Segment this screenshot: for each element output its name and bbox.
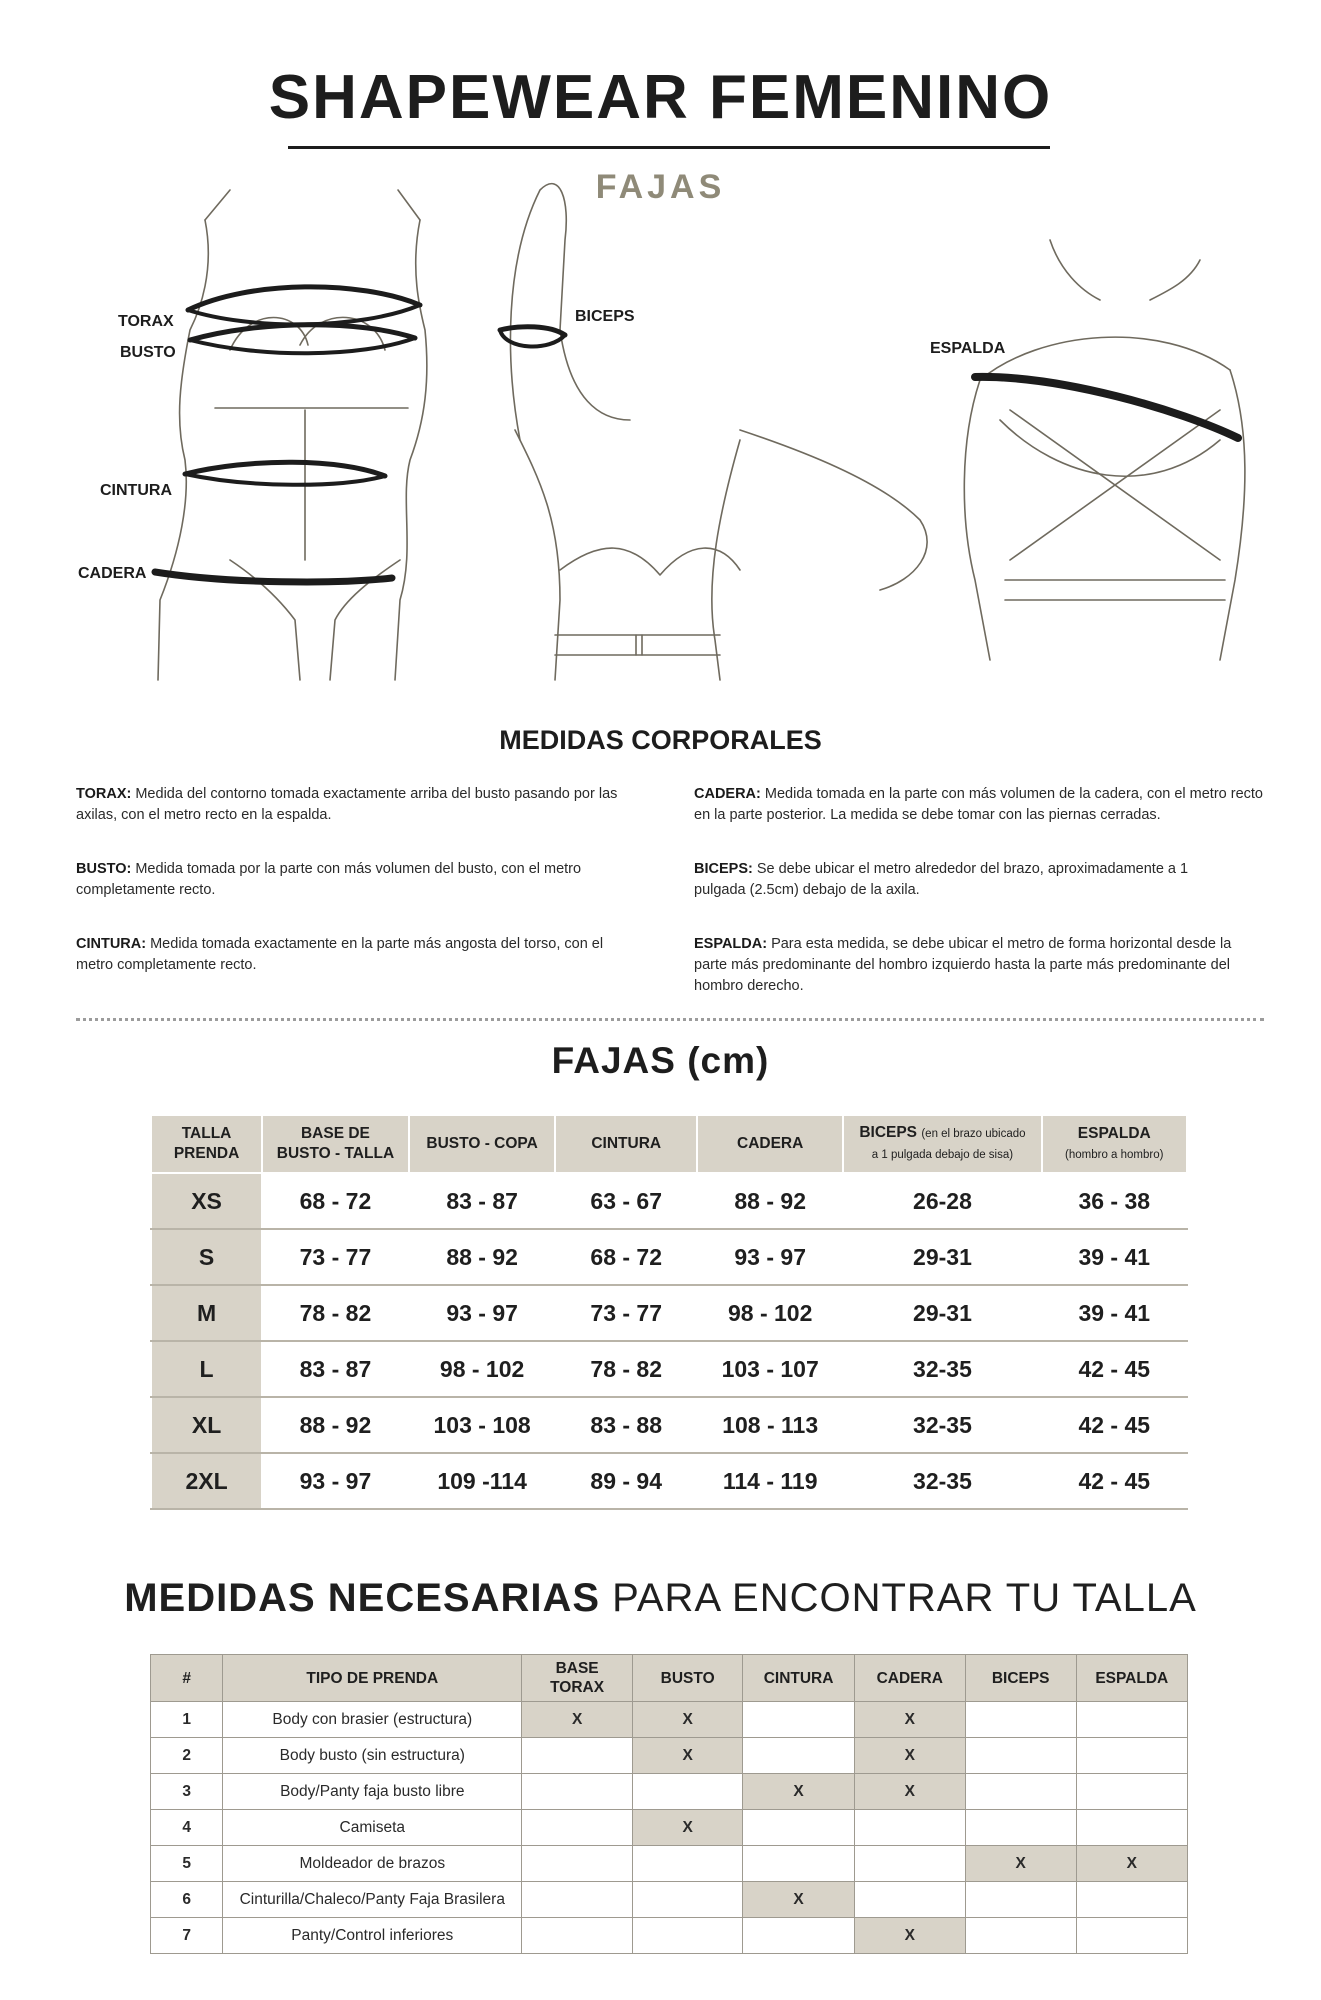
cell-cadera: 114 - 119 xyxy=(697,1453,843,1509)
cell-busto: 103 - 108 xyxy=(409,1397,556,1453)
needs-row xyxy=(151,1846,1188,1882)
size-chart-title: FAJAS (cm) xyxy=(551,1040,770,1081)
cell-base-torax xyxy=(522,1810,633,1846)
cell-espalda xyxy=(1076,1918,1187,1954)
needs-table-body xyxy=(151,1702,1188,1954)
cell-biceps xyxy=(965,1702,1076,1738)
header-base: BASE DE BUSTO - TALLA xyxy=(262,1115,409,1173)
needs-row xyxy=(151,1774,1188,1810)
size-row xyxy=(151,1341,1187,1397)
size-row xyxy=(151,1453,1187,1509)
cell-biceps: 32-35 xyxy=(843,1453,1041,1509)
def-text: Medida del contorno tomada exactamente arriba del busto pasando por las axilas, con el metro recto en la espalda. xyxy=(76,786,618,823)
def-term: BUSTO: xyxy=(76,861,132,877)
size-chart-table xyxy=(150,1114,1188,1510)
def-text: Se debe ubicar el metro alrededor del brazo, aproximadamente a 1 pulgada (2.5cm) debajo de la axila. xyxy=(694,861,1189,898)
header-cadera: CADERA xyxy=(854,1655,965,1702)
header-biceps: BICEPS xyxy=(965,1655,1076,1702)
cell-tipo: Cinturilla/Chaleco/Panty Faja Brasilera xyxy=(223,1882,522,1918)
cell-cintura: 73 - 77 xyxy=(555,1285,697,1341)
cell-espalda xyxy=(1076,1702,1187,1738)
def-biceps xyxy=(694,859,1224,901)
cell-num: 7 xyxy=(151,1918,223,1954)
cell-cintura: 68 - 72 xyxy=(555,1229,697,1285)
cell-biceps: 32-35 xyxy=(843,1341,1041,1397)
cell-base: 93 - 97 xyxy=(262,1453,409,1509)
cell-cintura xyxy=(743,1846,854,1882)
label-espalda: ESPALDA xyxy=(930,340,1006,357)
cell-cadera: 108 - 113 xyxy=(697,1397,843,1453)
cell-base-torax xyxy=(522,1918,633,1954)
label-cintura: CINTURA xyxy=(100,482,172,499)
def-torax xyxy=(76,784,636,826)
cell-base: 73 - 77 xyxy=(262,1229,409,1285)
cell-espalda: 39 - 41 xyxy=(1042,1229,1187,1285)
cell-cadera: 93 - 97 xyxy=(697,1229,843,1285)
cell-cintura: X xyxy=(743,1882,854,1918)
needs-row xyxy=(151,1918,1188,1954)
cell-busto xyxy=(632,1846,743,1882)
cell-cintura: 83 - 88 xyxy=(555,1397,697,1453)
cell-tipo: Camiseta xyxy=(223,1810,522,1846)
cell-biceps: 26-28 xyxy=(843,1173,1041,1229)
cell-num: 4 xyxy=(151,1810,223,1846)
cell-cintura: 89 - 94 xyxy=(555,1453,697,1509)
cell-espalda xyxy=(1076,1882,1187,1918)
def-text: Para esta medida, se debe ubicar el metro de forma horizontal desde la parte más predominante del hombro izquierdo hasta la parte más predominante del hombro derecho. xyxy=(694,936,1232,994)
def-text: Medida tomada por la parte con más volumen del busto, con el metro completamente recto. xyxy=(76,861,582,898)
def-term: BICEPS: xyxy=(694,861,753,877)
header-tipo: TIPO DE PRENDA xyxy=(223,1655,522,1702)
cell-biceps: 29-31 xyxy=(843,1285,1041,1341)
cell-cadera: X xyxy=(854,1918,965,1954)
needs-table xyxy=(150,1654,1188,1954)
cell-num: 6 xyxy=(151,1882,223,1918)
cell-talla: 2XL xyxy=(151,1453,262,1509)
needs-title xyxy=(0,1576,1321,1621)
cell-espalda: 36 - 38 xyxy=(1042,1173,1187,1229)
def-espalda xyxy=(694,934,1254,997)
cell-espalda: 42 - 45 xyxy=(1042,1341,1187,1397)
cell-cintura: 78 - 82 xyxy=(555,1341,697,1397)
cell-base-torax xyxy=(522,1774,633,1810)
header-espalda: ESPALDA xyxy=(1076,1655,1187,1702)
measurement-figures xyxy=(0,180,1321,700)
cell-busto xyxy=(632,1882,743,1918)
header-cintura: CINTURA xyxy=(555,1115,697,1173)
def-text: Medida tomada exactamente en la parte más angosta del torso, con el metro completamente recto. xyxy=(76,936,604,973)
cell-base: 78 - 82 xyxy=(262,1285,409,1341)
cell-busto: 109 -114 xyxy=(409,1453,556,1509)
page-title: SHAPEWEAR FEMENINO xyxy=(268,63,1053,132)
cell-biceps xyxy=(965,1918,1076,1954)
cell-tipo: Body busto (sin estructura) xyxy=(223,1738,522,1774)
needs-row xyxy=(151,1702,1188,1738)
cell-talla: XS xyxy=(151,1173,262,1229)
cell-cadera: X xyxy=(854,1738,965,1774)
cell-biceps: X xyxy=(965,1846,1076,1882)
cell-base: 83 - 87 xyxy=(262,1341,409,1397)
needs-row xyxy=(151,1738,1188,1774)
cell-espalda xyxy=(1076,1774,1187,1810)
header-num: # xyxy=(151,1655,223,1702)
def-term: TORAX: xyxy=(76,786,132,802)
def-term: ESPALDA: xyxy=(694,936,768,952)
header-biceps: BICEPS (en el brazo ubicado a 1 pulgada debajo de sisa) xyxy=(843,1115,1041,1173)
header-cadera: CADERA xyxy=(697,1115,843,1173)
header-busto: BUSTO - COPA xyxy=(409,1115,556,1173)
cell-busto: X xyxy=(632,1702,743,1738)
cell-num: 1 xyxy=(151,1702,223,1738)
needs-table-header xyxy=(151,1655,1188,1702)
def-text: Medida tomada en la parte con más volumen de la cadera, con el metro recto en la parte posterior. La medida se debe tomar con las piernas cerradas. xyxy=(694,786,1263,823)
label-torax: TORAX xyxy=(118,313,174,330)
cell-espalda xyxy=(1076,1738,1187,1774)
header-base-torax: BASE TORAX xyxy=(522,1655,633,1702)
cell-num: 5 xyxy=(151,1846,223,1882)
cell-base-torax xyxy=(522,1846,633,1882)
cell-biceps xyxy=(965,1738,1076,1774)
cell-num: 3 xyxy=(151,1774,223,1810)
def-term: CINTURA: xyxy=(76,936,147,952)
cell-cintura xyxy=(743,1810,854,1846)
cell-base-torax xyxy=(522,1882,633,1918)
needs-title-light: PARA ENCONTRAR TU TALLA xyxy=(600,1576,1197,1620)
size-row xyxy=(151,1397,1187,1453)
cell-busto xyxy=(632,1774,743,1810)
cell-biceps xyxy=(965,1774,1076,1810)
cell-biceps xyxy=(965,1882,1076,1918)
title-underline xyxy=(288,146,1050,149)
cell-base: 68 - 72 xyxy=(262,1173,409,1229)
biceps-figure xyxy=(500,184,927,680)
cell-talla: XL xyxy=(151,1397,262,1453)
cell-cintura xyxy=(743,1738,854,1774)
cell-busto xyxy=(632,1918,743,1954)
def-cintura xyxy=(76,934,636,976)
cell-base: 88 - 92 xyxy=(262,1397,409,1453)
needs-row xyxy=(151,1810,1188,1846)
section-divider xyxy=(76,1018,1264,1021)
label-biceps: BICEPS xyxy=(575,308,635,325)
cell-espalda: 39 - 41 xyxy=(1042,1285,1187,1341)
cell-espalda: 42 - 45 xyxy=(1042,1453,1187,1509)
cell-talla: L xyxy=(151,1341,262,1397)
cell-espalda xyxy=(1076,1810,1187,1846)
size-row xyxy=(151,1285,1187,1341)
cell-base-torax xyxy=(522,1738,633,1774)
cell-cadera: 103 - 107 xyxy=(697,1341,843,1397)
page-subtitle: FAJAS xyxy=(595,168,726,206)
needs-title-bold: MEDIDAS NECESARIAS xyxy=(124,1576,601,1620)
cell-talla: M xyxy=(151,1285,262,1341)
cell-busto: X xyxy=(632,1738,743,1774)
cell-busto: 88 - 92 xyxy=(409,1229,556,1285)
front-torso-figure xyxy=(155,190,427,680)
cell-cadera: X xyxy=(854,1702,965,1738)
cell-tipo: Panty/Control inferiores xyxy=(223,1918,522,1954)
def-term: CADERA: xyxy=(694,786,761,802)
cell-tipo: Moldeador de brazos xyxy=(223,1846,522,1882)
body-illustrations xyxy=(0,180,1321,700)
cell-num: 2 xyxy=(151,1738,223,1774)
cell-cadera xyxy=(854,1882,965,1918)
cell-tipo: Body con brasier (estructura) xyxy=(223,1702,522,1738)
size-table-header xyxy=(151,1115,1187,1173)
cell-busto: 93 - 97 xyxy=(409,1285,556,1341)
cell-cadera xyxy=(854,1846,965,1882)
def-busto xyxy=(76,859,636,901)
cell-cadera: X xyxy=(854,1774,965,1810)
cell-busto: 83 - 87 xyxy=(409,1173,556,1229)
espalda-figure xyxy=(964,240,1245,660)
cell-cintura xyxy=(743,1702,854,1738)
cell-tipo: Body/Panty faja busto libre xyxy=(223,1774,522,1810)
header-cintura: CINTURA xyxy=(743,1655,854,1702)
cell-espalda: 42 - 45 xyxy=(1042,1397,1187,1453)
cell-cadera: 88 - 92 xyxy=(697,1173,843,1229)
cell-cadera xyxy=(854,1810,965,1846)
cell-espalda: X xyxy=(1076,1846,1187,1882)
cell-cintura: 63 - 67 xyxy=(555,1173,697,1229)
needs-row xyxy=(151,1882,1188,1918)
cell-biceps: 32-35 xyxy=(843,1397,1041,1453)
cell-biceps xyxy=(965,1810,1076,1846)
def-cadera xyxy=(694,784,1264,826)
cell-cintura: X xyxy=(743,1774,854,1810)
cell-cintura xyxy=(743,1918,854,1954)
cell-base-torax: X xyxy=(522,1702,633,1738)
cell-busto: 98 - 102 xyxy=(409,1341,556,1397)
size-row xyxy=(151,1229,1187,1285)
cell-talla: S xyxy=(151,1229,262,1285)
header-espalda: ESPALDA (hombro a hombro) xyxy=(1042,1115,1187,1173)
size-row xyxy=(151,1173,1187,1229)
medidas-title: MEDIDAS CORPORALES xyxy=(499,725,822,755)
header-busto: BUSTO xyxy=(632,1655,743,1702)
cell-busto: X xyxy=(632,1810,743,1846)
cell-cadera: 98 - 102 xyxy=(697,1285,843,1341)
header-talla: TALLA PRENDA xyxy=(151,1115,262,1173)
label-busto: BUSTO xyxy=(120,344,176,361)
label-cadera: CADERA xyxy=(78,565,147,582)
cell-biceps: 29-31 xyxy=(843,1229,1041,1285)
